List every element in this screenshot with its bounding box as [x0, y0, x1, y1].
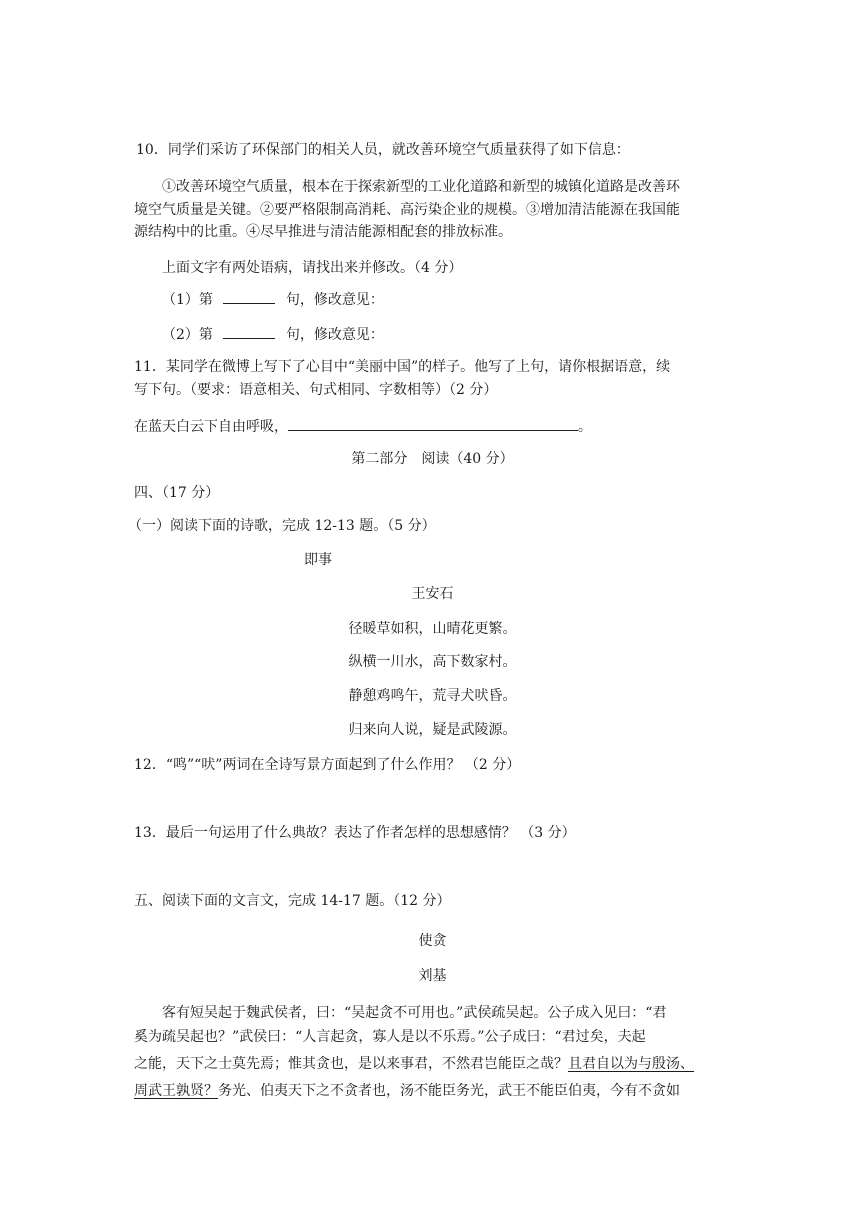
- poem-line: 纵横一川水，高下数家村。: [348, 654, 517, 670]
- q10-item2-prefix: （2）第: [162, 327, 213, 343]
- q10-item-1: [162, 288, 384, 310]
- classical-text-segment: 务光、伯夷天下之不贪者也，汤不能臣务光，武王不能臣伯夷，今有不贪如: [218, 1083, 680, 1099]
- q11-answer-prefix: 在蓝天白云下自由呼吸，: [134, 419, 288, 435]
- q10-passage-line: 境空气质量是关键。②要严格限制高消耗、高污染企业的规模。③增加清洁能源在我国能: [134, 202, 680, 218]
- q10-item1-suffix: 句，修改意见：: [285, 292, 384, 308]
- classical-text-line: [134, 1054, 694, 1074]
- q10-stem: 10．同学们采访了环保部门的相关人员，就改善环境空气质量获得了如下信息：: [136, 142, 630, 158]
- poem-title: 即事: [304, 552, 332, 568]
- part2-title: 第二部分 阅读（40 分）: [351, 451, 514, 467]
- answer-blank[interactable]: [223, 288, 275, 304]
- poem-line: 归来向人说，疑是武陵源。: [348, 722, 517, 738]
- q10-passage-line: 源结构中的比重。④尽早推进与清洁能源相配套的排放标准。: [134, 224, 512, 240]
- q10-instruction: 上面文字有两处语病，请找出来并修改。（4 分）: [162, 260, 463, 276]
- classical-text-segment: 之能，天下之士莫先焉；惟其贪也，是以来事君，不然君岂能臣之哉？: [134, 1056, 568, 1072]
- q11-answer-line: [134, 415, 592, 437]
- q12: 12．“鸣”“吠”两词在全诗写景方面起到了什么作用？ （2 分）: [134, 757, 521, 773]
- answer-blank[interactable]: [288, 415, 578, 431]
- poem-line: 径暖草如积，山晴花更繁。: [348, 621, 517, 637]
- q10-item1-prefix: （1）第: [162, 292, 213, 308]
- q10-passage-line: ①改善环境空气质量，根本在于探索新型的工业化道路和新型的城镇化道路是改善环: [162, 179, 680, 195]
- poem-line: 静憩鸡鸣午，荒寻犬吠昏。: [348, 688, 517, 704]
- section5-heading: 五、阅读下面的文言文，完成 14-17 题。（12 分）: [134, 893, 451, 909]
- underlined-sentence: 且君自以为与殷汤、: [568, 1056, 694, 1072]
- classical-text-line: 奚为疏吴起也？”武侯曰：“人言起贪，寡人是以不乐焉。”公子成曰：“君过矣，夫起: [134, 1029, 646, 1045]
- q10-item2-suffix: 句，修改意见：: [285, 327, 384, 343]
- q11-answer-suffix: 。: [578, 419, 592, 435]
- underlined-sentence: 周武王孰贤？: [134, 1083, 218, 1099]
- q11-line: 写下句。（要求：语意相关、句式相同、字数相等）（2 分）: [134, 382, 498, 398]
- section4-sub1: （一）阅读下面的诗歌，完成 12-13 题。（5 分）: [128, 518, 436, 534]
- answer-blank[interactable]: [223, 323, 275, 339]
- classical-text-line: 客有短吴起于魏武侯者，曰：“吴起贪不可用也。”武侯疏吴起。公子成入见曰：“君: [162, 1005, 667, 1021]
- q13: 13．最后一句运用了什么典故？表达了作者怎样的思想感情？ （3 分）: [134, 825, 576, 841]
- section4-heading: 四、（17 分）: [134, 485, 220, 501]
- q10-item-2: [162, 323, 384, 345]
- q11-line: 11．某同学在微博上写下了心目中“美丽中国”的样子。他写了上句，请你根据语意，续: [134, 359, 671, 375]
- poem-author: 王安石: [411, 586, 454, 602]
- classical-text-title: 使贪: [418, 933, 447, 949]
- classical-text-line: [134, 1081, 680, 1101]
- classical-text-author: 刘基: [418, 968, 447, 984]
